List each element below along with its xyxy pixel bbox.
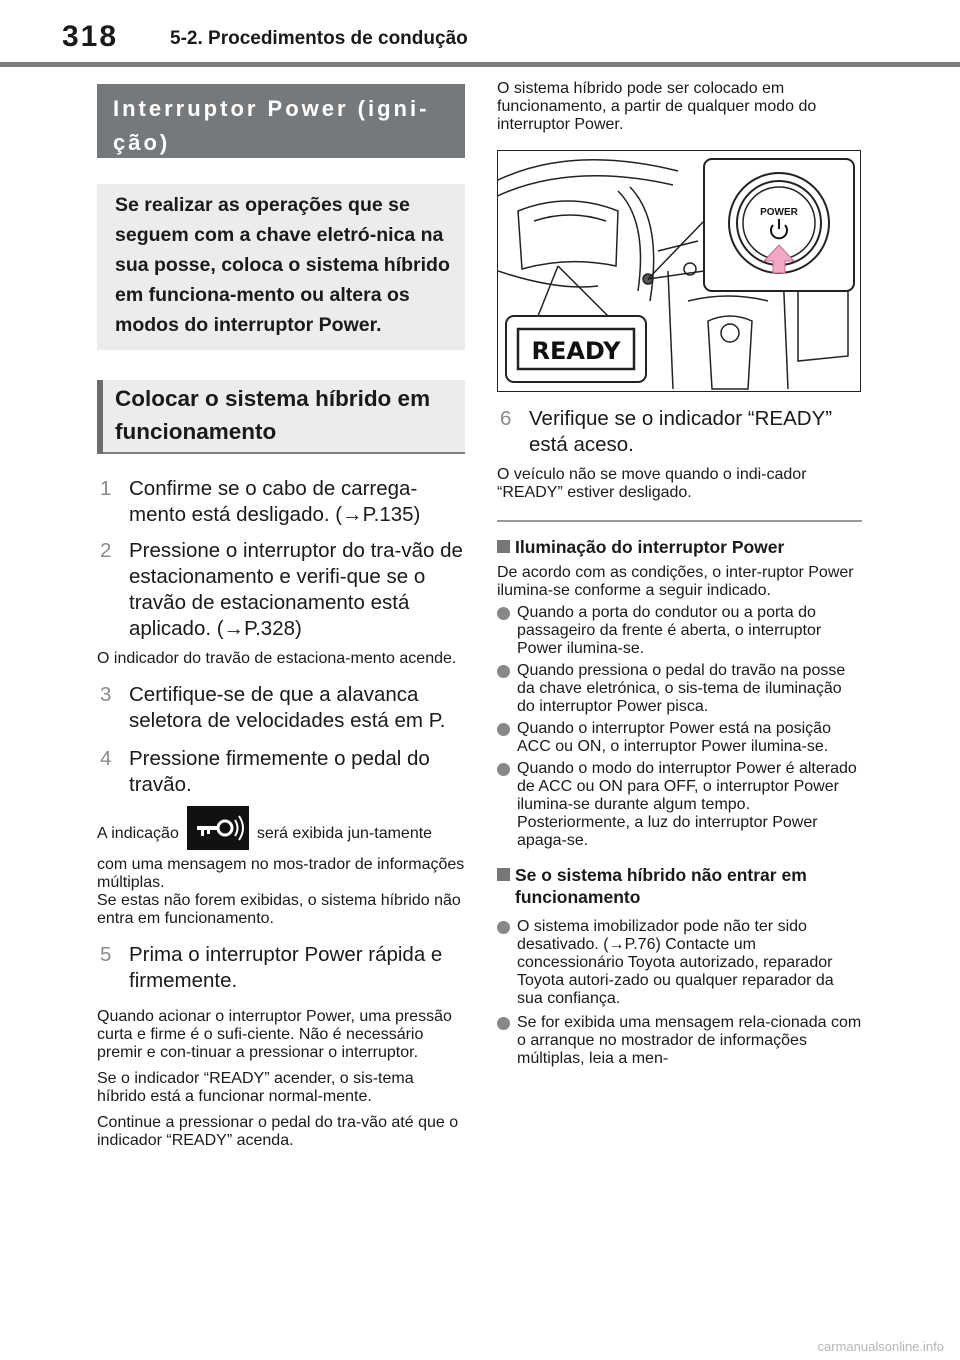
topic-intro: Se realizar as operações que se seguem com a chave eletró-nica na sua posse, coloca o sistema híbrido em funciona-mento ou altera os modos do interruptor Power. — [97, 184, 465, 350]
ready-label: READY — [531, 337, 621, 365]
list-item: Quando o modo do interruptor Power é alterado de ACC ou ON para OFF, o interruptor Power ilumina-se durante algum tempo. Posteriormente, a luz do interruptor Power apaga-se. — [497, 760, 862, 850]
step-number: 1 — [100, 477, 112, 500]
step-2 — [97, 538, 465, 642]
list-item: Se for exibida uma mensagem rela-cionada com o arranque no mostrador de informações múltiplas, leia a men- — [497, 1014, 862, 1068]
key-indicator-icon — [187, 806, 249, 850]
list-item: Quando a porta do condutor ou a porta do passageiro da frente é aberta, o interruptor Power ilumina-se. — [497, 604, 862, 658]
dashboard-drawing — [498, 151, 860, 391]
subheading: Colocar o sistema híbrido em funcionamento — [97, 380, 465, 454]
step-text: Pressione firmemente o pedal do travão. — [129, 747, 430, 796]
step-text: Prima o interruptor Power rápida e firmemente. — [129, 943, 443, 992]
section-divider — [497, 520, 862, 522]
note-text: A indicação — [97, 825, 179, 843]
step-4 — [97, 746, 465, 798]
page-number: 318 — [62, 20, 119, 53]
section-title: 5-2. Procedimentos de condução — [170, 28, 468, 49]
right-column — [497, 80, 862, 1068]
right-intro: O sistema híbrido pode ser colocado em funcionamento, a partir de qualquer modo do interruptor Power. — [497, 80, 817, 133]
step-5-note-2: Se o indicador “READY” acender, o sis-tema híbrido está a funcionar normal-mente. — [97, 1070, 414, 1105]
header-divider — [0, 62, 960, 67]
power-label: POWER — [760, 207, 798, 218]
step-1 — [97, 476, 465, 528]
step-6-note: O veículo não se move quando o indi-cador “READY” estiver desligado. — [497, 466, 807, 501]
step-5-note-1: Quando acionar o interruptor Power, uma pressão curta e firme é o sufi-ciente. Não é necessário premir e con-tinuar a pressionar o interruptor. — [97, 1008, 452, 1061]
step-text: Confirme se o cabo de carrega-mento está desligado. (→P.135) — [129, 477, 421, 526]
step-4-note — [97, 812, 465, 892]
step-5 — [97, 942, 465, 994]
list-item: Quando pressiona o pedal do travão na posse da chave eletrónica, o sis-tema de iluminação do interruptor Power pisca. — [497, 662, 862, 716]
page-header — [0, 0, 960, 64]
step-5-note-3: Continue a pressionar o pedal do tra-vão até que o indicador “READY” acenda. — [97, 1114, 459, 1149]
topic-title: Interruptor Power (igni-ção) — [97, 84, 465, 158]
step-number: 6 — [500, 407, 512, 430]
note-text: será exibida jun-tamente com uma mensagem no mos-trador de informações múltiplas. — [97, 825, 465, 891]
step-number: 2 — [100, 539, 112, 562]
step-4-note-2: Se estas não forem exibidas, o sistema híbrido não entra em funcionamento. — [97, 892, 461, 927]
left-column — [97, 84, 465, 1150]
step-text: Verifique se o indicador “READY” está aceso. — [529, 407, 833, 456]
list-item: O sistema imobilizador pode não ter sido desativado. (→P.76) Contacte um concessionário Toyota autorizado, reparador Toyota autori-zado ou qualquer reparador da sua confiança. — [497, 918, 862, 1008]
step-number: 4 — [100, 747, 112, 770]
info-heading-not-starting: Se o sistema híbrido não entrar em funcionamento — [497, 864, 862, 908]
step-2-note: O indicador do travão de estaciona-mento acende. — [97, 650, 457, 667]
info-heading-illumination: Iluminação do interruptor Power — [497, 536, 862, 558]
list-item: Quando o interruptor Power está na posição ACC ou ON, o interruptor Power ilumina-se. — [497, 720, 862, 756]
illumination-intro: De acordo com as condições, o inter-ruptor Power ilumina-se conforme a seguir indicado. — [497, 564, 854, 599]
step-number: 3 — [100, 683, 112, 706]
step-6 — [497, 406, 862, 458]
step-3 — [97, 682, 465, 734]
step-number: 5 — [100, 943, 112, 966]
step-text: Pressione o interruptor do tra-vão de estacionamento e verifi-que se o travão de estacionamento está aplicado. (→P.328) — [129, 539, 463, 640]
power-switch-illustration — [497, 150, 861, 392]
watermark-text: carmanualsonline.info — [817, 1339, 944, 1354]
step-text: Certifique-se de que a alavanca seletora de velocidades está em P. — [129, 683, 446, 732]
